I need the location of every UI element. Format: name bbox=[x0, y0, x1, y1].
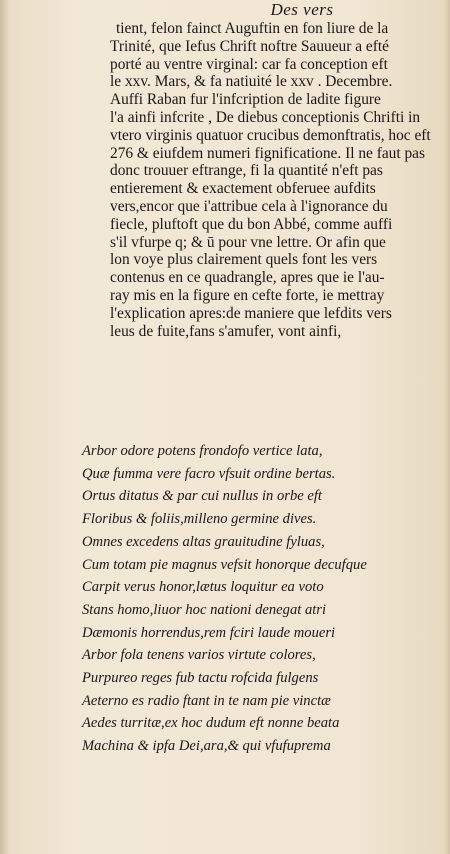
verse-line: Carpit verus honor,lætus loquitur ea voto bbox=[82, 579, 324, 596]
verse-line: Machina & ipfa Dei,ara,& qui vfufuprema bbox=[82, 738, 331, 755]
prose-line: leus de fuite,fans s'amufer, vont ainfi, bbox=[110, 322, 342, 340]
prose-line: contenus en ce quadrangle, apres que ie l'au- bbox=[110, 269, 385, 287]
verse-line: Aeterno es radio ftant in te nam pie vinctæ bbox=[82, 692, 331, 709]
prose-line: vtero virginis quatuor crucibus demonftratis, hoc eft bbox=[110, 126, 431, 144]
prose-block bbox=[110, 20, 442, 340]
prose-line: Auffi Raban fur l'infcription de ladite figure bbox=[110, 91, 381, 109]
running-head: Des vers bbox=[270, 0, 334, 19]
verse-line: Aedes turritæ,ex hoc dudum eft nonne beata bbox=[82, 715, 340, 732]
page-gutter-shadow bbox=[0, 0, 10, 854]
prose-line: entierement & exactement obferuee aufdits bbox=[110, 180, 376, 198]
verse-line: Arbor fola tenens varios virtute colores, bbox=[82, 647, 316, 664]
prose-line: fiecle, pluftoft que du bon Abbé, comme auffi bbox=[110, 215, 393, 233]
prose-line: Trinité, que Iefus Chrift noftre Sauueur a efté bbox=[110, 37, 389, 55]
prose-line: porté au ventre virginal: car fa conception eft bbox=[110, 55, 388, 73]
prose-line: l'explication apres:de maniere que lefdits vers bbox=[110, 304, 392, 322]
verse-line: Stans homo,liuor hoc nationi denegat atri bbox=[82, 601, 327, 618]
prose-line: l'a ainfi infcrite , De diebus conceptionis Chrifti in bbox=[110, 108, 421, 126]
prose-line: donc trouuer eftrange, fi la quantité n'eft pas bbox=[110, 162, 383, 180]
verse-block bbox=[82, 440, 382, 758]
prose-line: tient, felon fainct Auguftin en fon liure de la bbox=[116, 20, 389, 37]
verse-line: Purpureo reges fub tactu rofcida fulgens bbox=[82, 670, 319, 687]
prose-line: 276 & eiufdem numeri fignificatione. Il ne faut pas bbox=[110, 144, 425, 162]
verse-line: Omnes excedens altas grauitudine fyluas, bbox=[82, 533, 325, 550]
verse-line: Quæ fumma vere facro vfsuit ordine bertas. bbox=[82, 465, 336, 482]
verse-line: Cum totam pie magnus vefsit honorque decufque bbox=[82, 556, 367, 573]
page-edge-shadow bbox=[444, 0, 450, 854]
verse-line: Ortus ditatus & par cui nullus in orbe eft bbox=[82, 488, 322, 505]
verse-line: Arbor odore potens frondofo vertice lata, bbox=[82, 443, 323, 459]
verse-line: Floribus & foliis,milleno germine dives. bbox=[82, 511, 317, 528]
prose-line: ray mis en la figure en cefte forte, ie mettray bbox=[110, 286, 385, 304]
prose-line: s'il vfurpe q; & ū pour vne lettre. Or afin que bbox=[110, 233, 386, 251]
prose-line: lon voye plus clairement quels font les vers bbox=[110, 251, 378, 269]
prose-line: le xxv. Mars, & fa natiuité le xxv . Decembre. bbox=[110, 73, 393, 91]
verse-line: Dæmonis horrendus,rem fciri laude moueri bbox=[82, 624, 336, 641]
prose-line: vers,encor que i'attribue cela à l'ignorance du bbox=[110, 197, 388, 215]
